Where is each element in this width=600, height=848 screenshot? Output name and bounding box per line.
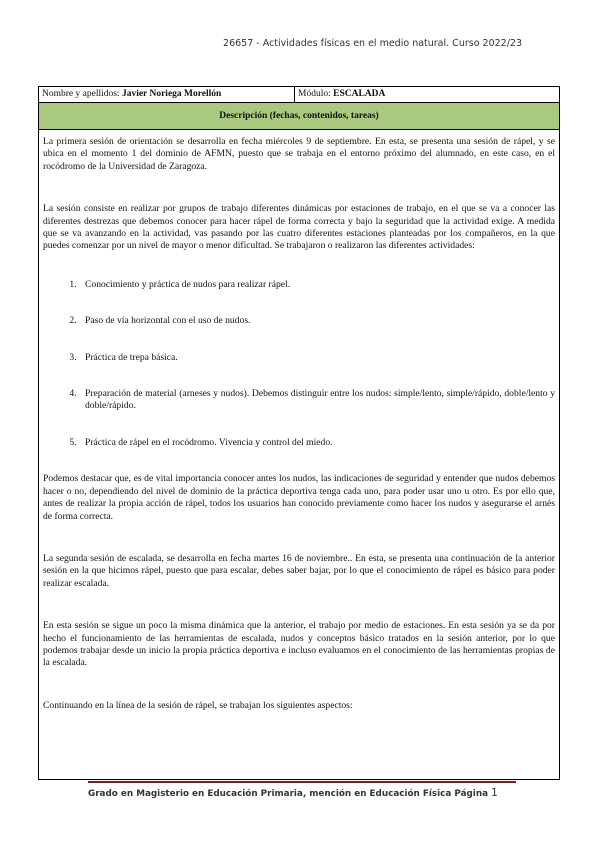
paragraph-1: La primera sesión de orientación se desarrolla en fecha miércoles 9 de septiembre. En esta, se presenta una sesión de rápel, y se ubica en el momento 1 del dominio de AFMN, puesto que se trabaja en el entorno próximo del alumnado, en este caso, en el rocódromo de la Universidad de Zaragoza. (43, 136, 555, 172)
list-item: 2. Paso de vía horizontal con el uso de nudos. (79, 315, 555, 327)
list-item: 5. Práctica de rápel en el rocódromo. Vivencia y control del miedo. (79, 437, 555, 449)
module-value: ESCALADA (333, 89, 386, 99)
list-item: 1. Conocimiento y práctica de nudos para realizar rápel. (79, 279, 555, 291)
activities-list (43, 279, 555, 449)
document-table (38, 86, 560, 780)
name-cell (39, 87, 295, 102)
page-footer (88, 787, 498, 799)
page-header: 26657 - Actividades físicas en el medio natural. Curso 2022/23 (223, 38, 522, 49)
footer-text: Grado en Magisterio en Educación Primaria, mención en Educación Física Página (88, 789, 489, 799)
list-item: 3. Práctica de trepa básica. (79, 352, 555, 364)
list-item: 4. Preparación de material (arneses y nudos). Debemos distinguir entre los nudos: simple/lento, simple/rápido, doble/lento y doble/rápido. (79, 388, 555, 413)
paragraph-4: La segunda sesión de escalada, se desarrolla en fecha martes 16 de noviembre.. En esta, se presenta una continuación de la anterior sesión en la que hicimos rápel, puesto que para escalar, debes saber bajar, por lo que el conocimiento de rápel es básico para poder realizar escalada. (43, 552, 555, 589)
module-label: Módulo: (298, 89, 331, 99)
description-header: Descripción (fechas, contenidos, tareas) (39, 103, 559, 130)
paragraph-6: Continuando en la línea de la sesión de rápel, se trabajan los siguientes aspectos: (43, 699, 353, 711)
name-value: Javier Noriega Morellón (121, 89, 222, 99)
footer-divider (88, 781, 516, 783)
module-cell (295, 87, 559, 102)
name-label: Nombre y apellidos: (42, 89, 120, 99)
description-content (39, 130, 559, 712)
paragraph-3: Podemos destacar que, es de vital importancia conocer antes los nudos, las indicaciones de seguridad y entender que nudos debemos hacer o no, dependiendo del nivel de dominio de la práctica deportiva tenga cada uno, para poder usar uno u otro. Es por ello que, antes de realizar la propia acción de rápel, todos los usuarios han conocido previamente como hacer los nudos y asegurarse el arnés de forma correcta. (43, 473, 555, 522)
paragraph-5: En esta sesión se sigue un poco la misma dinámica que la anterior, el trabajo por medio de estaciones. En esta sesión ya se da por hecho el funcionamiento de las herramientas de escalada, nudos y conceptos básico tratados en la sesión anterior, por lo que podemos trabajar desde un inicio la propia práctica deportiva e incluso evaluamos en el conocimiento de las herramientas propias de la escalada. (43, 620, 555, 669)
paragraph-2: La sesión consiste en realizar por grupos de trabajo diferentes dinámicas por estaciones de trabajo, en el que se va a conocer las diferentes destrezas que debemos conocer para hacer rápel de forma correcta y bajo la seguridad que la actividad exige. A medida que se va avanzando en la actividad, vas pasando por las cuatro diferentes estaciones planteadas por los compañeros, en la que puedes comenzar por un nivel de mayor o menor dificultad. Se trabajaron o realizaron las diferentes actividades: (43, 203, 555, 252)
page-number: 1 (491, 787, 498, 799)
info-row (39, 87, 559, 103)
